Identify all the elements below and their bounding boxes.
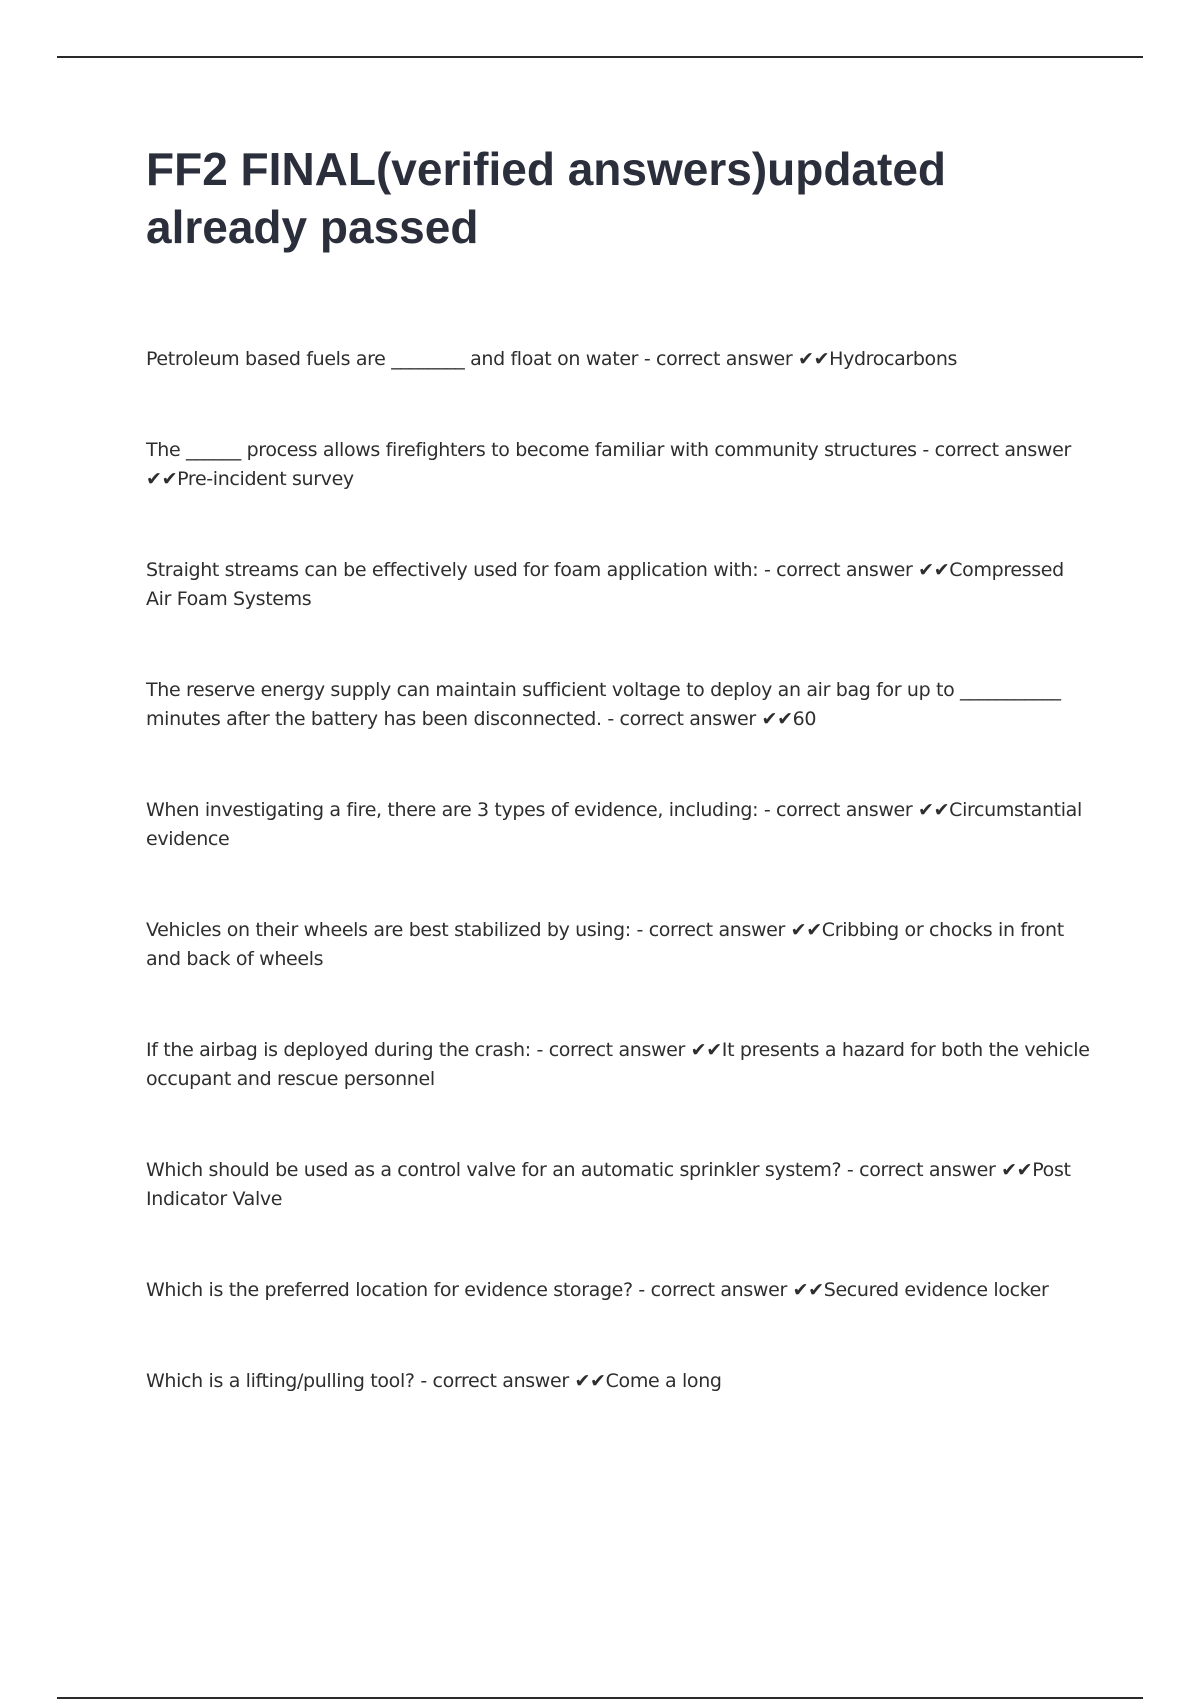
top-divider xyxy=(57,56,1143,58)
document-body xyxy=(146,140,1090,1458)
qa-item: Which is the preferred location for evidence storage? - correct answer ✔✔Secured evidence locker xyxy=(146,1279,1049,1301)
qa-item: The reserve energy supply can maintain sufficient voltage to deploy an air bag for up to ___________ minutes after the battery has been disconnected. - correct answer ✔✔60 xyxy=(146,679,1061,730)
qa-item: Which is a lifting/pulling tool? - correct answer ✔✔Come a long xyxy=(146,1370,722,1392)
qa-item: The ______ process allows firefighters to become familiar with community structures - correct answer ✔✔Pre-incident survey xyxy=(146,439,1071,490)
qa-item: Straight streams can be effectively used for foam application with: - correct answer ✔✔Compressed Air Foam Systems xyxy=(146,559,1064,610)
qa-item: Which should be used as a control valve for an automatic sprinkler system? - correct answer ✔✔Post Indicator Valve xyxy=(146,1159,1071,1210)
qa-item: When investigating a fire, there are 3 types of evidence, including: - correct answer ✔✔Circumstantial evidence xyxy=(146,799,1082,850)
document-title: FF2 FINAL(verified answers)updated already passed xyxy=(146,143,947,253)
bottom-divider xyxy=(57,1697,1143,1699)
qa-item: If the airbag is deployed during the crash: - correct answer ✔✔It presents a hazard for both the vehicle occupant and rescue personnel xyxy=(146,1039,1090,1090)
qa-item: Petroleum based fuels are ________ and float on water - correct answer ✔✔Hydrocarbons xyxy=(146,348,958,370)
qa-item: Vehicles on their wheels are best stabilized by using: - correct answer ✔✔Cribbing or chocks in front and back of wheels xyxy=(146,919,1064,970)
qa-list xyxy=(146,345,1090,1396)
